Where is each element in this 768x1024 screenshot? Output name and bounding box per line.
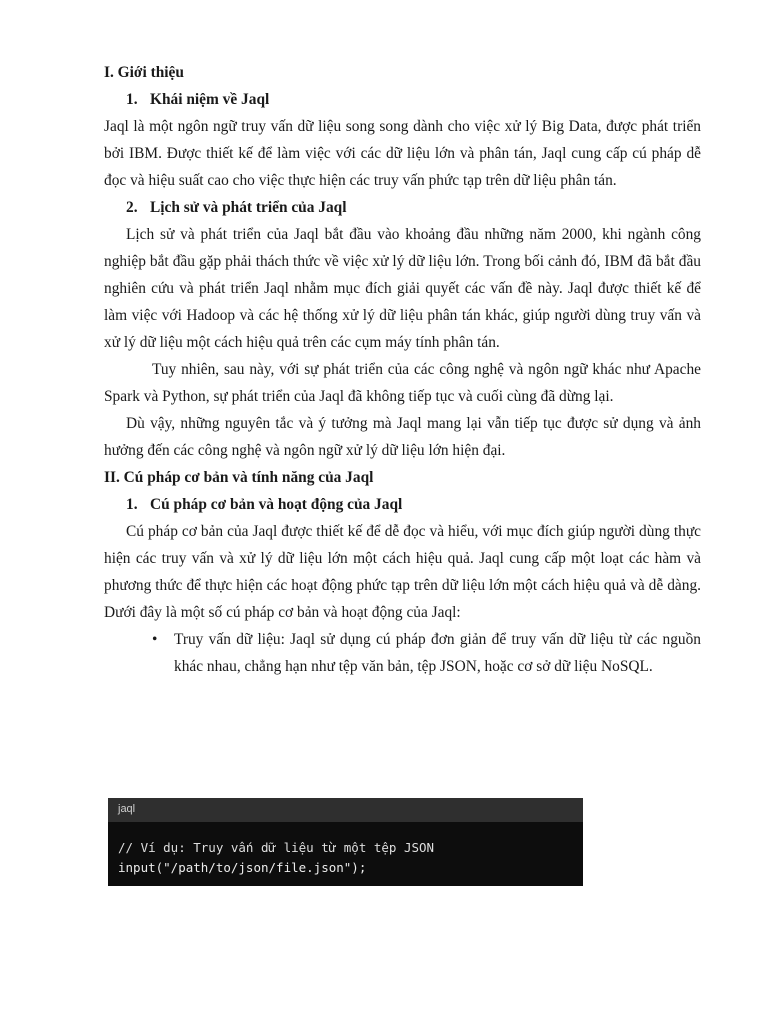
document-content [104,59,701,680]
paragraph-jaql-legacy: Dù vậy, những nguyên tắc và ý tưởng mà Jaql mang lại vẫn tiếp tục được sử dụng và ảnh hưởng đến các công nghệ và ngôn ngữ xử lý dữ liệu lớn hiện đại. [104,415,701,459]
code-language-label: jaql [108,798,583,822]
subheading-number: 2. [126,199,138,216]
subheading-title: Khái niệm về Jaql [150,91,270,108]
paragraph-jaql-history: Lịch sử và phát triển của Jaql bắt đầu vào khoảng đầu những năm 2000, khi ngành công nghiệp bắt đầu gặp phải thách thức về việc xử lý dữ liệu lớn. Trong bối cảnh đó, IBM đã bắt đầu nghiên cứu và phát triển Jaql nhằm mục đích giải quyết các vấn đề này. Jaql được thiết kế để làm việc với Hadoop và các hệ thống xử lý dữ liệu phân tán khác, giúp người dùng truy vấn và xử lý dữ liệu một cách hiệu quả trên các cụm máy tính phân tán. [104,226,701,351]
subheading-basic-syntax [104,491,701,518]
code-line-comment: // Ví dụ: Truy vấn dữ liệu từ một tệp JSON [118,840,435,855]
section-heading-syntax: II. Cú pháp cơ bản và tính năng của Jaql [104,469,374,486]
bullet-text: Truy vấn dữ liệu: Jaql sử dụng cú pháp đơn giản để truy vấn dữ liệu từ các nguồn khác nhau, chẳng hạn như tệp văn bản, tệp JSON, hoặc cơ sở dữ liệu NoSQL. [174,631,701,675]
paragraph-basic-syntax: Cú pháp cơ bản của Jaql được thiết kế để dễ đọc và hiểu, với mục đích giúp người dùng thực hiện các truy vấn và xử lý dữ liệu lớn một cách hiệu quả. Jaql cung cấp một loạt các hàm và phương thức để thực hiện các hoạt động phức tạp trên dữ liệu lớn một cách hiệu quả và dễ dàng. Dưới đây là một số cú pháp cơ bản và hoạt động của Jaql: [104,523,701,621]
paragraph-jaql-definition: Jaql là một ngôn ngữ truy vấn dữ liệu song song dành cho việc xử lý Big Data, được phát triển bởi IBM. Được thiết kế để làm việc với các dữ liệu lớn và phân tán, Jaql cung cấp cú pháp dễ đọc và hiệu suất cao cho việc thực hiện các truy vấn phức tạp trên dữ liệu phân tán. [104,118,701,189]
bullet-item-data-query [104,626,701,680]
subheading-title: Lịch sử và phát triển của Jaql [150,199,347,216]
code-line-input: input("/path/to/json/file.json"); [118,860,367,875]
section-heading-introduction: I. Giới thiệu [104,64,184,81]
subheading-number: 1. [126,496,138,513]
subheading-jaql-history [104,194,701,221]
bullet-marker: • [152,631,158,648]
subheading-jaql-concept [104,86,701,113]
paragraph-jaql-decline: Tuy nhiên, sau này, với sự phát triển của các công nghệ và ngôn ngữ khác như Apache Spark và Python, sự phát triển của Jaql đã không tiếp tục và cuối cùng đã dừng lại. [104,361,701,405]
subheading-number: 1. [126,91,138,108]
subheading-title: Cú pháp cơ bản và hoạt động của Jaql [150,496,403,513]
code-content[interactable] [108,822,583,878]
code-block [108,798,583,886]
